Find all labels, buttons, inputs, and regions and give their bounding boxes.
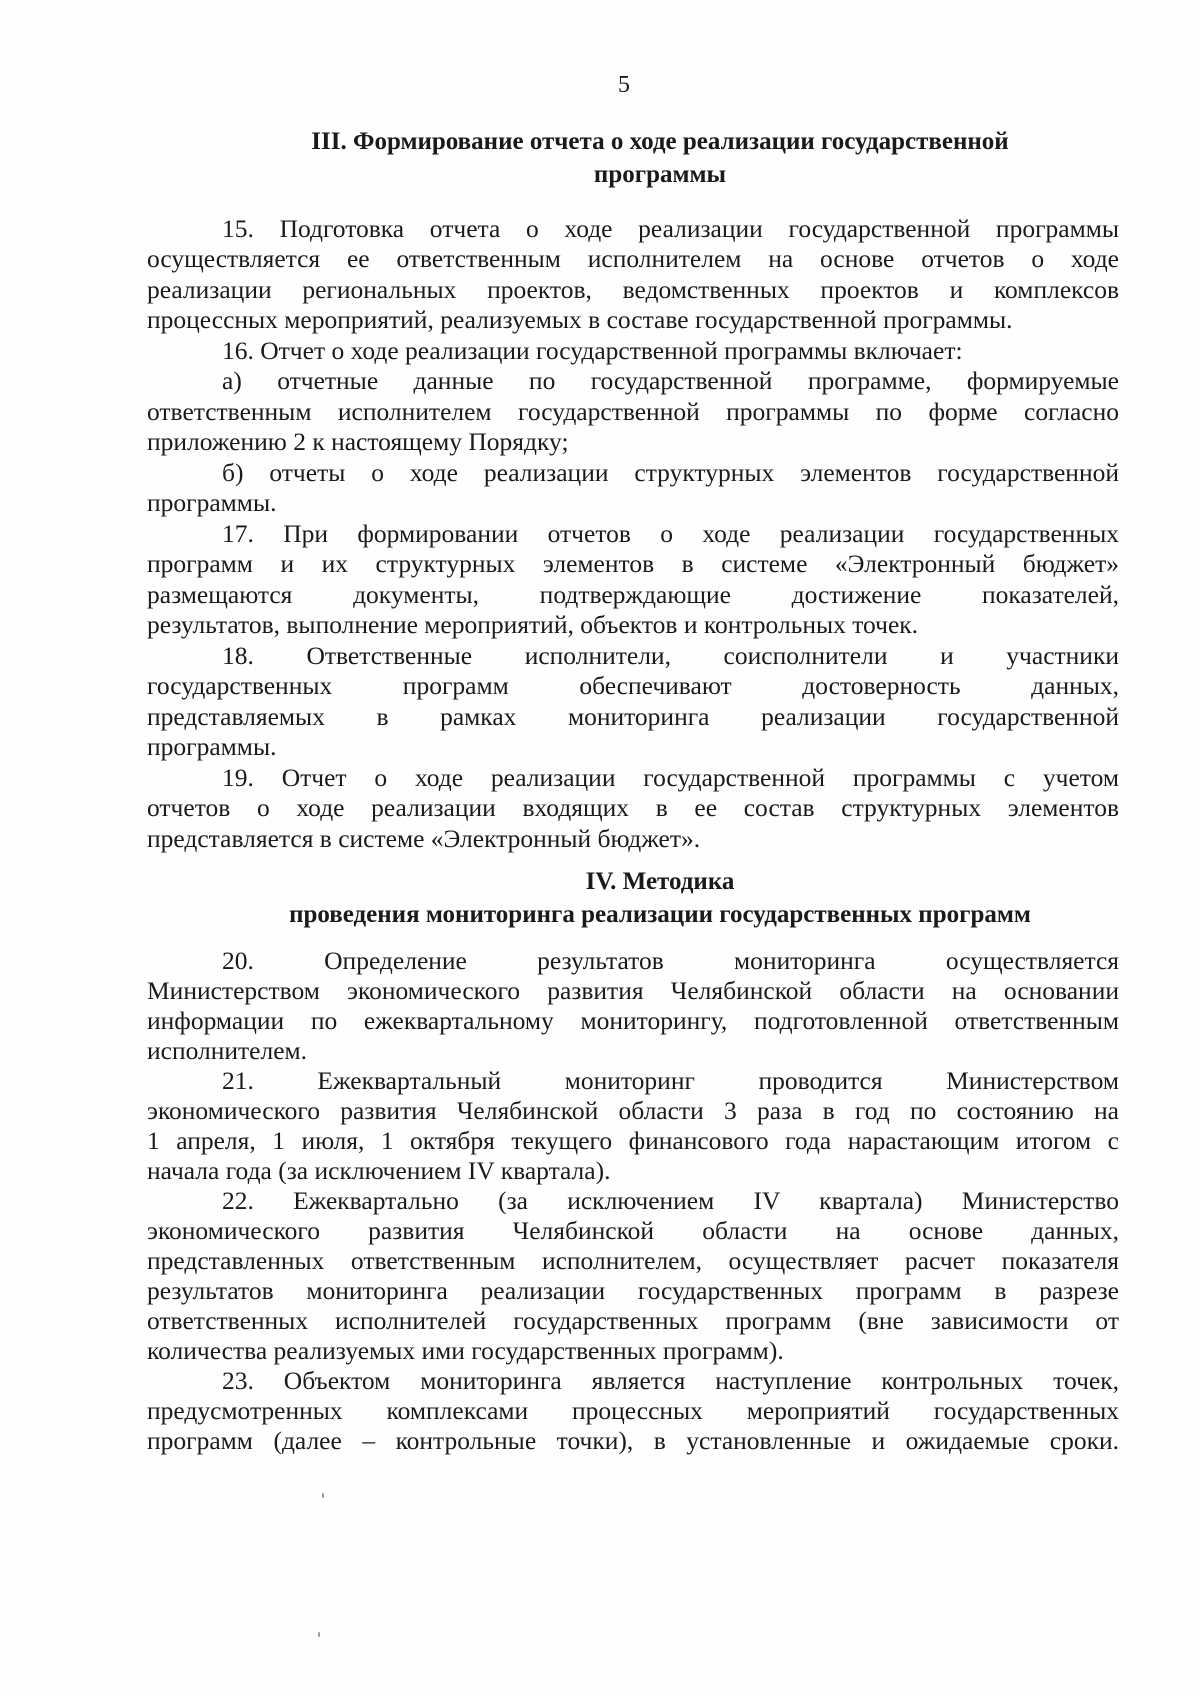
page-number: 5 — [618, 72, 630, 98]
text-line: 17. При формировании отчетов о ходе реализации государственных — [222, 519, 1119, 548]
text-line: программы. — [147, 488, 277, 517]
text-line: отчетов о ходе реализации входящих в ее состав структурных элементов — [147, 793, 1119, 822]
text-line: 1 апреля, 1 июля, 1 октября текущего финансового года нарастающим итогом с — [147, 1126, 1119, 1155]
section-4-title-line: IV. Методика — [585, 868, 735, 895]
text-line: начала года (за исключением IV квартала). — [147, 1156, 611, 1185]
section-3-title — [140, 125, 1180, 191]
text-line: программ (далее – контрольные точки), в установленные и ожидаемые сроки. — [147, 1426, 1119, 1455]
text-line: осуществляется ее ответственным исполнителем на основе отчетов о ходе — [147, 244, 1119, 273]
text-line: государственных программ обеспечивают достоверность данных, — [147, 671, 1119, 700]
text-line: ответственным исполнителем государственной программы по форме согласно — [147, 397, 1119, 426]
text-line: 18. Ответственные исполнители, соисполнители и участники — [222, 641, 1119, 670]
text-line: размещаются документы, подтверждающие достижение показателей, — [147, 580, 1119, 609]
text-line: исполнителем. — [147, 1036, 308, 1065]
text-line: 20. Определение результатов мониторинга осуществляется — [222, 946, 1119, 975]
text-line: 15. Подготовка отчета о ходе реализации государственной программы — [222, 214, 1119, 243]
section-3-title-line: III. Формирование отчета о ходе реализации государственной — [311, 128, 1009, 155]
text-line: программ и их структурных элементов в системе «Электронный бюджет» — [147, 549, 1119, 578]
text-line: программы. — [147, 732, 277, 761]
text-line: 16. Отчет о ходе реализации государственной программы включает: — [222, 336, 963, 365]
text-line: 23. Объектом мониторинга является наступление контрольных точек, — [222, 1366, 1119, 1395]
text-line: результатов мониторинга реализации государственных программ в разрезе — [147, 1276, 1119, 1305]
text-line: ответственных исполнителей государственных программ (вне зависимости от — [147, 1306, 1119, 1335]
text-line: 19. Отчет о ходе реализации государственной программы с учетом — [222, 763, 1119, 792]
text-line: предусмотренных комплексами процессных мероприятий государственных — [147, 1396, 1119, 1425]
section-3-title-line: программы — [593, 161, 727, 188]
text-line: процессных мероприятий, реализуемых в составе государственной программы. — [147, 305, 1013, 334]
section-4-title-line: проведения мониторинга реализации государственных программ — [289, 901, 1031, 928]
text-line: 21. Ежеквартальный мониторинг проводится Министерством — [222, 1066, 1119, 1095]
text-line: информации по ежеквартальному мониторингу, подготовленной ответственным — [147, 1006, 1119, 1035]
section-4-title — [140, 865, 1180, 931]
text-line: реализации региональных проектов, ведомственных проектов и комплексов — [147, 275, 1119, 304]
text-line: количества реализуемых ими государственных программ). — [147, 1336, 784, 1365]
text-line: результатов, выполнение мероприятий, объектов и контрольных точек. — [147, 610, 919, 639]
text-line: представляется в системе «Электронный бюджет». — [147, 824, 701, 853]
scan-speck — [318, 1632, 320, 1637]
text-line: экономического развития Челябинской области 3 раза в год по состоянию на — [147, 1096, 1119, 1125]
scan-speck — [322, 1493, 324, 1498]
text-line: представляемых в рамках мониторинга реализации государственной — [147, 702, 1119, 731]
text-line: б) отчеты о ходе реализации структурных элементов государственной — [222, 458, 1119, 487]
text-line: приложению 2 к настоящему Порядку; — [147, 427, 569, 456]
text-line: Министерством экономического развития Челябинской области на основании — [147, 976, 1119, 1005]
text-line: 22. Ежеквартально (за исключением IV квартала) Министерство — [222, 1186, 1119, 1215]
text-line: представленных ответственным исполнителем, осуществляет расчет показателя — [147, 1246, 1119, 1275]
text-line: а) отчетные данные по государственной программе, формируемые — [222, 366, 1119, 395]
text-line: экономического развития Челябинской области на основе данных, — [147, 1216, 1119, 1245]
